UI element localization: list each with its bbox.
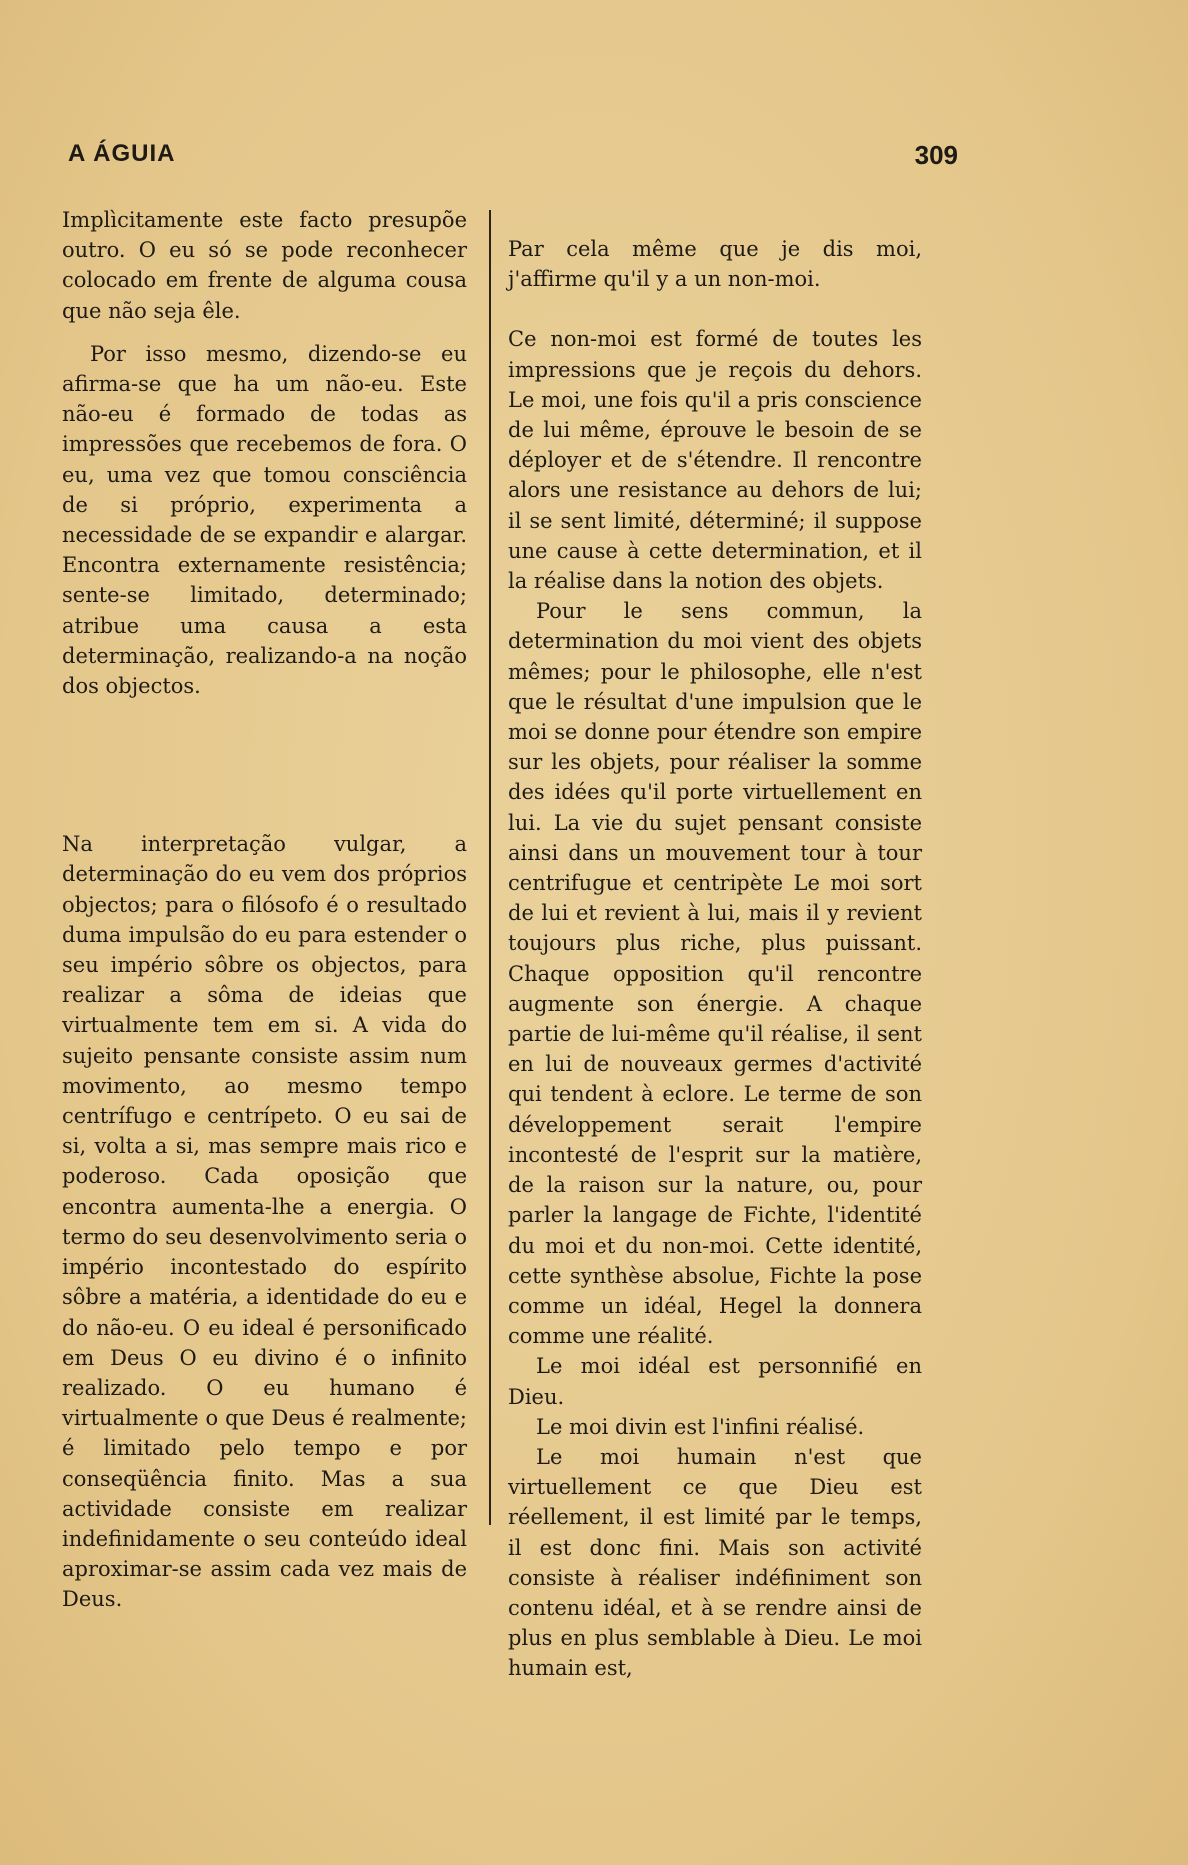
page-header <box>60 140 958 180</box>
page-number: 309 <box>914 140 958 170</box>
paragraph: Le moi idéal est personnifié en Dieu. <box>508 1354 922 1409</box>
paragraph: Ce non-moi est formé de toutes les impressions que je reçois du dehors. Le moi, une fois qu'il a pris conscience de lui même, éprouve le besoin de se déployer et de s'étendre. Il rencontre alors une resistance au dehors de lui; il se sent limité, déterminé; il suppose une cause à cette determination, et il la réalise dans la notion des objets. <box>508 327 922 594</box>
french-column <box>508 234 922 1684</box>
paragraph: Le moi humain n'est que virtuellement ce que Dieu est réellement, il est limité par le temps, il est donc fini. Mais son activité consiste à réaliser indéfiniment son contenu idéal, et à se rendre ainsi de plus en plus semblable à Dieu. Le moi humain est, <box>508 1444 922 1681</box>
column-divider <box>489 210 491 1525</box>
running-title: A ÁGUIA <box>68 140 176 167</box>
paragraph: Pour le sens commun, la determination du moi vient des objets mêmes; pour le philosophe, elle n'est que le résultat d'une impulsion que le moi se donne pour étendre son empire sur les objets, pour réaliser la somme des idées qu'il porte virtuellement en lui. La vie du sujet pensant consiste ainsi dans un mouvement tour à tour centrifugue et centripète Le moi sort de lui et revient à lui, mais il y revient toujours plus riche, plus puissant. Chaque opposition qu'il rencontre augmente son énergie. A chaque partie de lui-même qu'il réalise, il sent en lui de nouveaux germes d'activité qui tendent à eclore. Le terme de son développement serait l'empire incontesté de l'esprit sur la matière, de la raison sur la nature, ou, pour parler la langage de Fichte, l'identité du moi et du non-moi. Cette identité, cette synthèse absolue, Fichte la pose comme un idéal, Hegel la donnera comme une réalité. <box>508 599 922 1349</box>
paragraph: Na interpretação vulgar, a determinação do eu vem dos próprios objectos; para o filósofo é o resultado duma impulsão do eu para estender o seu império sôbre os objectos, para realizar a sôma de ideias que virtualmente tem em si. A vida do sujeito pensante consiste assim num movimento, ao mesmo tempo centrífugo e centrípeto. O eu sai de si, volta a si, mas sempre mais rico e poderoso. Cada oposição que encontra aumenta-lhe a energia. O termo do seu desenvolvimento seria o império incontestado do espírito sôbre a matéria, a identidade do eu e do não-eu. O eu ideal é personificado em Deus O eu divino é o infinito realizado. O eu humano é virtualmente o que Deus é realmente; é limitado pelo tempo e por conseqüência finito. Mas a sua actividade consiste em realizar indefinidamente o seu conteúdo ideal aproximar-se assim cada vez mais de Deus. <box>62 832 467 1612</box>
portuguese-column <box>62 205 467 1615</box>
paragraph: Par cela même que je dis moi, j'affirme qu'il y a un non-moi. <box>508 237 922 292</box>
paragraph: Por isso mesmo, dizendo-se eu afirma-se que ha um não-eu. Este não-eu é formado de todas as impressões que recebemos de fora. O eu, uma vez que tomou consciência de si próprio, experimenta a necessidade de se expandir e alargar. Encontra externamente resistência; sente-se limitado, determinado; atribue uma causa a esta determinação, realizando-a na noção dos objectos. <box>62 341 467 699</box>
paragraph: Implìcitamente este facto presupõe outro. O eu só se pode reconhecer colocado em frente de alguma cousa que não seja êle. <box>62 208 467 323</box>
paragraph: Le moi divin est l'infini réalisé. <box>536 1414 865 1439</box>
